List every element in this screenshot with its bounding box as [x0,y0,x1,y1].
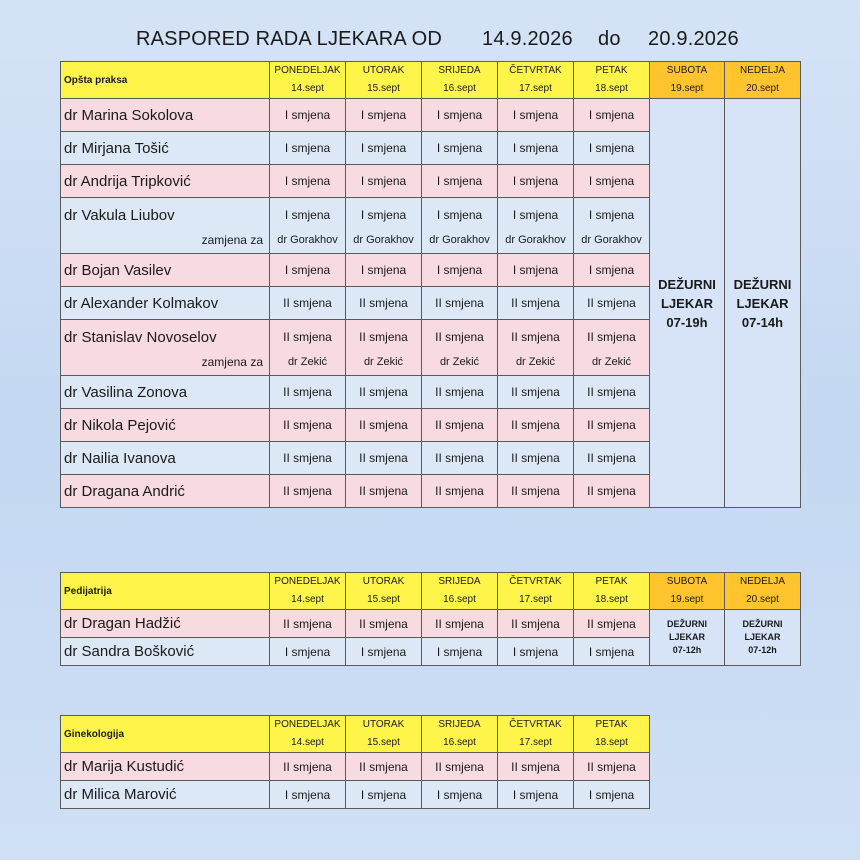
shift-value: II smjena [422,610,498,638]
shift-value: II smjena [346,442,422,475]
duty-doctor-cell [725,610,801,666]
day-header [270,716,346,753]
duty-hours: 07-14h [741,314,784,330]
day-date: 20.sept [746,83,779,94]
substitute-doctor: dr Zekić [363,356,404,368]
shift-cell [270,198,346,254]
page-title [0,28,860,54]
shift-value: I smjena [346,638,422,666]
day-header [650,62,725,99]
shift-value: II smjena [270,376,346,409]
shift-value: I smjena [574,638,650,666]
duty-line: LJEKAR [736,295,789,311]
shift-value: I smjena [436,208,483,222]
doctor-name: dr Vakula Liubov [64,207,175,224]
doctor-name: dr Milica Marović [61,781,270,809]
day-name: SRIJEDA [438,719,481,730]
shift-value: II smjena [270,442,346,475]
duty-hours: 07-12h [672,645,702,655]
shift-value: I smjena [360,208,407,222]
day-name: SUBOTA [666,576,708,587]
doctor-name: dr Dragan Hadžić [61,610,270,638]
day-date: 16.sept [443,594,476,605]
section-label: Pedijatrija [61,573,270,610]
day-name: PETAK [595,576,628,587]
date-to: 20.9.2026 [648,28,739,50]
shift-value: II smjena [574,475,650,508]
shift-value: I smjena [422,132,498,165]
shift-cell [422,320,498,376]
shift-value: II smjena [498,610,574,638]
date-from: 14.9.2026 [482,28,573,50]
doctor-name: dr Mirjana Tošić [61,132,270,165]
shift-value: I smjena [574,132,650,165]
shift-value: II smjena [270,409,346,442]
shift-value: II smjena [498,409,574,442]
shift-value: II smjena [270,610,346,638]
day-date: 14.sept [291,594,324,605]
table-row [61,781,650,809]
shift-cell [574,198,650,254]
day-date: 15.sept [367,594,400,605]
shift-value: II smjena [574,287,650,320]
day-date: 18.sept [595,737,628,748]
shift-value: I smjena [574,99,650,132]
shift-cell [422,198,498,254]
duty-hours: 07-19h [666,314,708,330]
day-name: ČETVRTAK [509,576,562,587]
day-header [346,62,422,99]
shift-value: I smjena [270,99,346,132]
shift-value: I smjena [498,781,574,809]
doctor-name: dr Nailia Ivanova [61,442,270,475]
day-name: PETAK [595,65,628,76]
day-header [422,573,498,610]
day-name: NEDELJA [739,65,785,76]
duty-line: DEŽURNI [733,276,792,292]
shift-value: I smjena [346,132,422,165]
shift-value: II smjena [346,753,422,781]
doctor-name: dr Stanislav Novoselov [64,329,217,346]
substitute-doctor: dr Gorakhov [505,234,566,246]
shift-value: I smjena [422,638,498,666]
table-row [61,99,801,132]
shift-value: I smjena [270,781,346,809]
day-name: PONEDELJAK [274,719,341,730]
shift-value: I smjena [346,99,422,132]
day-header [346,573,422,610]
doctor-name: dr Nikola Pejović [61,409,270,442]
shift-value: I smjena [422,99,498,132]
day-header [574,573,650,610]
shift-value: I smjena [574,165,650,198]
substitute-doctor: dr Gorakhov [277,234,338,246]
section-label: Ginekologija [61,716,270,753]
day-date: 16.sept [443,83,476,94]
day-date: 14.sept [291,83,324,94]
doctor-name: dr Marija Kustudić [61,753,270,781]
day-header [725,573,801,610]
shift-value: I smjena [284,208,331,222]
duty-doctor-cell [725,99,801,508]
shift-value: I smjena [270,254,346,287]
duty-line: LJEKAR [660,295,713,311]
shift-value: II smjena [574,610,650,638]
day-header [422,62,498,99]
day-date: 19.sept [670,594,704,605]
shift-value: II smjena [498,376,574,409]
shift-value: II smjena [511,330,560,344]
substitute-doctor: dr Zekić [287,356,328,368]
day-header [346,716,422,753]
day-date: 16.sept [443,737,476,748]
day-header [270,62,346,99]
shift-value: I smjena [422,165,498,198]
shift-value: II smjena [422,376,498,409]
shift-value: I smjena [422,254,498,287]
shift-value: II smjena [574,442,650,475]
date-separator: do [598,28,621,50]
day-name: PONEDELJAK [274,576,341,587]
shift-value: II smjena [270,753,346,781]
duty-hours: 07-12h [748,645,777,655]
substitute-label: zamjena za [201,355,263,369]
doctor-name: dr Alexander Kolmakov [61,287,270,320]
shift-value: II smjena [435,330,484,344]
schedule-table-ginekologija [60,715,650,809]
day-name: SUBOTA [666,65,708,76]
day-header [498,62,574,99]
shift-value: II smjena [498,287,574,320]
table-row [61,753,650,781]
shift-value: I smjena [498,99,574,132]
day-date: 17.sept [519,737,552,748]
shift-value: II smjena [283,330,332,344]
day-name: ČETVRTAK [509,719,562,730]
shift-value: I smjena [422,781,498,809]
schedule-table-pedijatrija [60,572,801,666]
shift-value: II smjena [346,475,422,508]
substitute-doctor: dr Zekić [591,356,632,368]
shift-value: I smjena [574,781,650,809]
shift-cell [498,198,574,254]
doctor-name: dr Bojan Vasilev [61,254,270,287]
shift-value: II smjena [422,409,498,442]
duty-line: DEŽURNI [658,276,716,292]
day-name: PETAK [595,719,628,730]
day-header [498,716,574,753]
duty-line: LJEKAR [744,632,781,642]
duty-doctor-cell [650,99,725,508]
shift-value: I smjena [346,781,422,809]
shift-value: I smjena [498,132,574,165]
shift-value: II smjena [346,287,422,320]
day-date: 15.sept [367,83,400,94]
day-name: UTORAK [362,576,405,587]
day-header [574,716,650,753]
day-header [270,573,346,610]
day-name: UTORAK [362,65,405,76]
day-date: 18.sept [595,594,628,605]
doctor-cell [61,320,270,376]
section-label: Opšta praksa [61,62,270,99]
shift-value: I smjena [498,165,574,198]
duty-line: DEŽURNI [742,619,783,629]
day-header [650,573,725,610]
substitute-doctor: dr Gorakhov [429,234,490,246]
day-date: 18.sept [595,83,628,94]
shift-value: I smjena [346,254,422,287]
day-date: 19.sept [670,83,704,94]
shift-value: II smjena [422,753,498,781]
substitute-doctor: dr Gorakhov [581,234,642,246]
shift-value: I smjena [574,254,650,287]
shift-value: II smjena [346,409,422,442]
shift-value: II smjena [574,753,650,781]
shift-value: II smjena [270,287,346,320]
day-name: NEDELJA [739,576,785,587]
shift-value: I smjena [498,638,574,666]
day-date: 20.sept [746,594,779,605]
day-date: 17.sept [519,594,552,605]
shift-value: II smjena [359,330,408,344]
shift-value: II smjena [574,376,650,409]
shift-value: II smjena [498,442,574,475]
shift-value: II smjena [422,287,498,320]
day-date: 15.sept [367,737,400,748]
table-row [61,610,801,638]
duty-line: LJEKAR [668,632,705,642]
doctor-name: dr Marina Sokolova [61,99,270,132]
doctor-name: dr Dragana Andrić [61,475,270,508]
shift-value: II smjena [346,610,422,638]
day-header [574,62,650,99]
shift-cell [346,320,422,376]
day-name: PONEDELJAK [274,65,341,76]
shift-value: II smjena [422,475,498,508]
shift-value: I smjena [270,165,346,198]
doctor-name: dr Vasilina Zonova [61,376,270,409]
shift-value: II smjena [270,475,346,508]
shift-value: I smjena [346,165,422,198]
substitute-doctor: dr Zekić [439,356,480,368]
shift-value: II smjena [574,409,650,442]
shift-value: II smjena [498,753,574,781]
shift-cell [270,320,346,376]
substitute-doctor: dr Zekić [515,356,556,368]
day-name: UTORAK [362,719,405,730]
day-header [422,716,498,753]
substitute-doctor: dr Gorakhov [353,234,414,246]
doctor-name: dr Sandra Bošković [61,638,270,666]
day-date: 14.sept [291,737,324,748]
shift-value: II smjena [422,442,498,475]
duty-line: DEŽURNI [667,619,707,629]
title-text: RASPORED RADA LJEKARA OD [136,28,443,50]
day-name: SRIJEDA [438,576,481,587]
substitute-label: zamjena za [201,233,263,247]
day-name: ČETVRTAK [509,65,562,76]
doctor-name: dr Andrija Tripković [61,165,270,198]
shift-value: I smjena [588,208,635,222]
day-header [498,573,574,610]
shift-cell [346,198,422,254]
shift-cell [574,320,650,376]
duty-doctor-cell [650,610,725,666]
shift-value: I smjena [270,132,346,165]
shift-value: I smjena [512,208,559,222]
shift-value: II smjena [346,376,422,409]
day-name: SRIJEDA [438,65,481,76]
day-date: 17.sept [519,83,552,94]
shift-value: II smjena [587,330,636,344]
shift-value: II smjena [498,475,574,508]
day-header [725,62,801,99]
shift-value: I smjena [270,638,346,666]
shift-cell [498,320,574,376]
shift-value: I smjena [498,254,574,287]
schedule-table-opsta-praksa [60,61,801,508]
doctor-cell [61,198,270,254]
